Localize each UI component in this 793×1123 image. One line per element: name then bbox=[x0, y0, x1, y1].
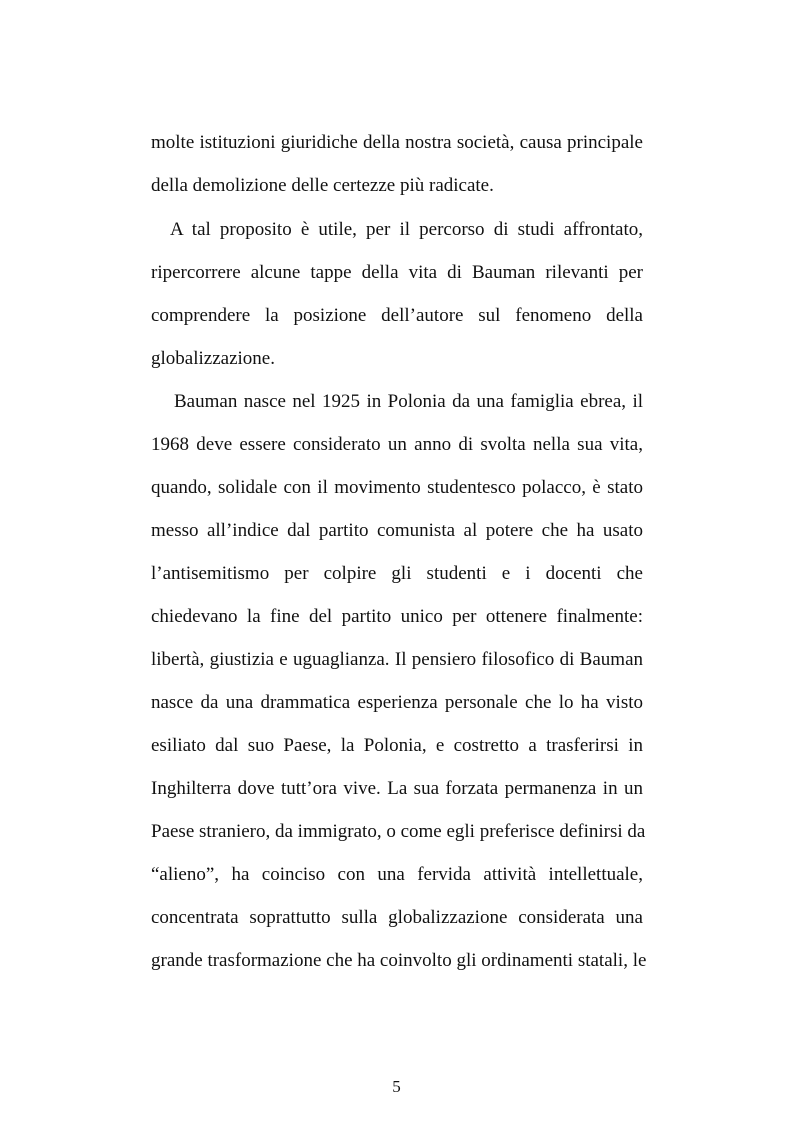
text-line: globalizzazione. bbox=[151, 348, 275, 369]
text-line: chiedevano la fine del partito unico per ottenere finalmente: bbox=[151, 606, 643, 627]
text-line: “alieno”, ha coinciso con una fervida attività intellettuale, bbox=[151, 864, 643, 885]
text-line: ripercorrere alcune tappe della vita di Bauman rilevanti per bbox=[151, 262, 643, 283]
text-line: l’antisemitismo per colpire gli studenti e i docenti che bbox=[151, 563, 643, 584]
text-line: libertà, giustizia e uguaglianza. Il pensiero filosofico di Bauman bbox=[151, 649, 643, 670]
text-line: della demolizione delle certezze più radicate. bbox=[151, 175, 494, 196]
text-line: Paese straniero, da immigrato, o come egli preferisce definirsi da bbox=[151, 821, 646, 842]
text-line: Bauman nasce nel 1925 in Polonia da una famiglia ebrea, il bbox=[174, 391, 643, 412]
text-line: grande trasformazione che ha coinvolto gli ordinamenti statali, le bbox=[151, 950, 647, 971]
page-number: 5 bbox=[392, 1077, 401, 1096]
text-line: comprendere la posizione dell’autore sul fenomeno della bbox=[151, 305, 643, 326]
text-line: concentrata soprattutto sulla globalizzazione considerata una bbox=[151, 907, 643, 928]
text-line: Inghilterra dove tutt’ora vive. La sua forzata permanenza in un bbox=[151, 778, 643, 799]
text-line: nasce da una drammatica esperienza personale che lo ha visto bbox=[151, 692, 643, 713]
text-line: quando, solidale con il movimento studentesco polacco, è stato bbox=[151, 477, 643, 498]
text-line: 1968 deve essere considerato un anno di svolta nella sua vita, bbox=[151, 434, 643, 455]
text-line: A tal proposito è utile, per il percorso di studi affrontato, bbox=[170, 219, 643, 240]
text-line: esiliato dal suo Paese, la Polonia, e costretto a trasferirsi in bbox=[151, 735, 643, 756]
text-line: messo all’indice dal partito comunista al potere che ha usato bbox=[151, 520, 643, 541]
text-line: molte istituzioni giuridiche della nostra società, causa principale bbox=[151, 132, 643, 153]
